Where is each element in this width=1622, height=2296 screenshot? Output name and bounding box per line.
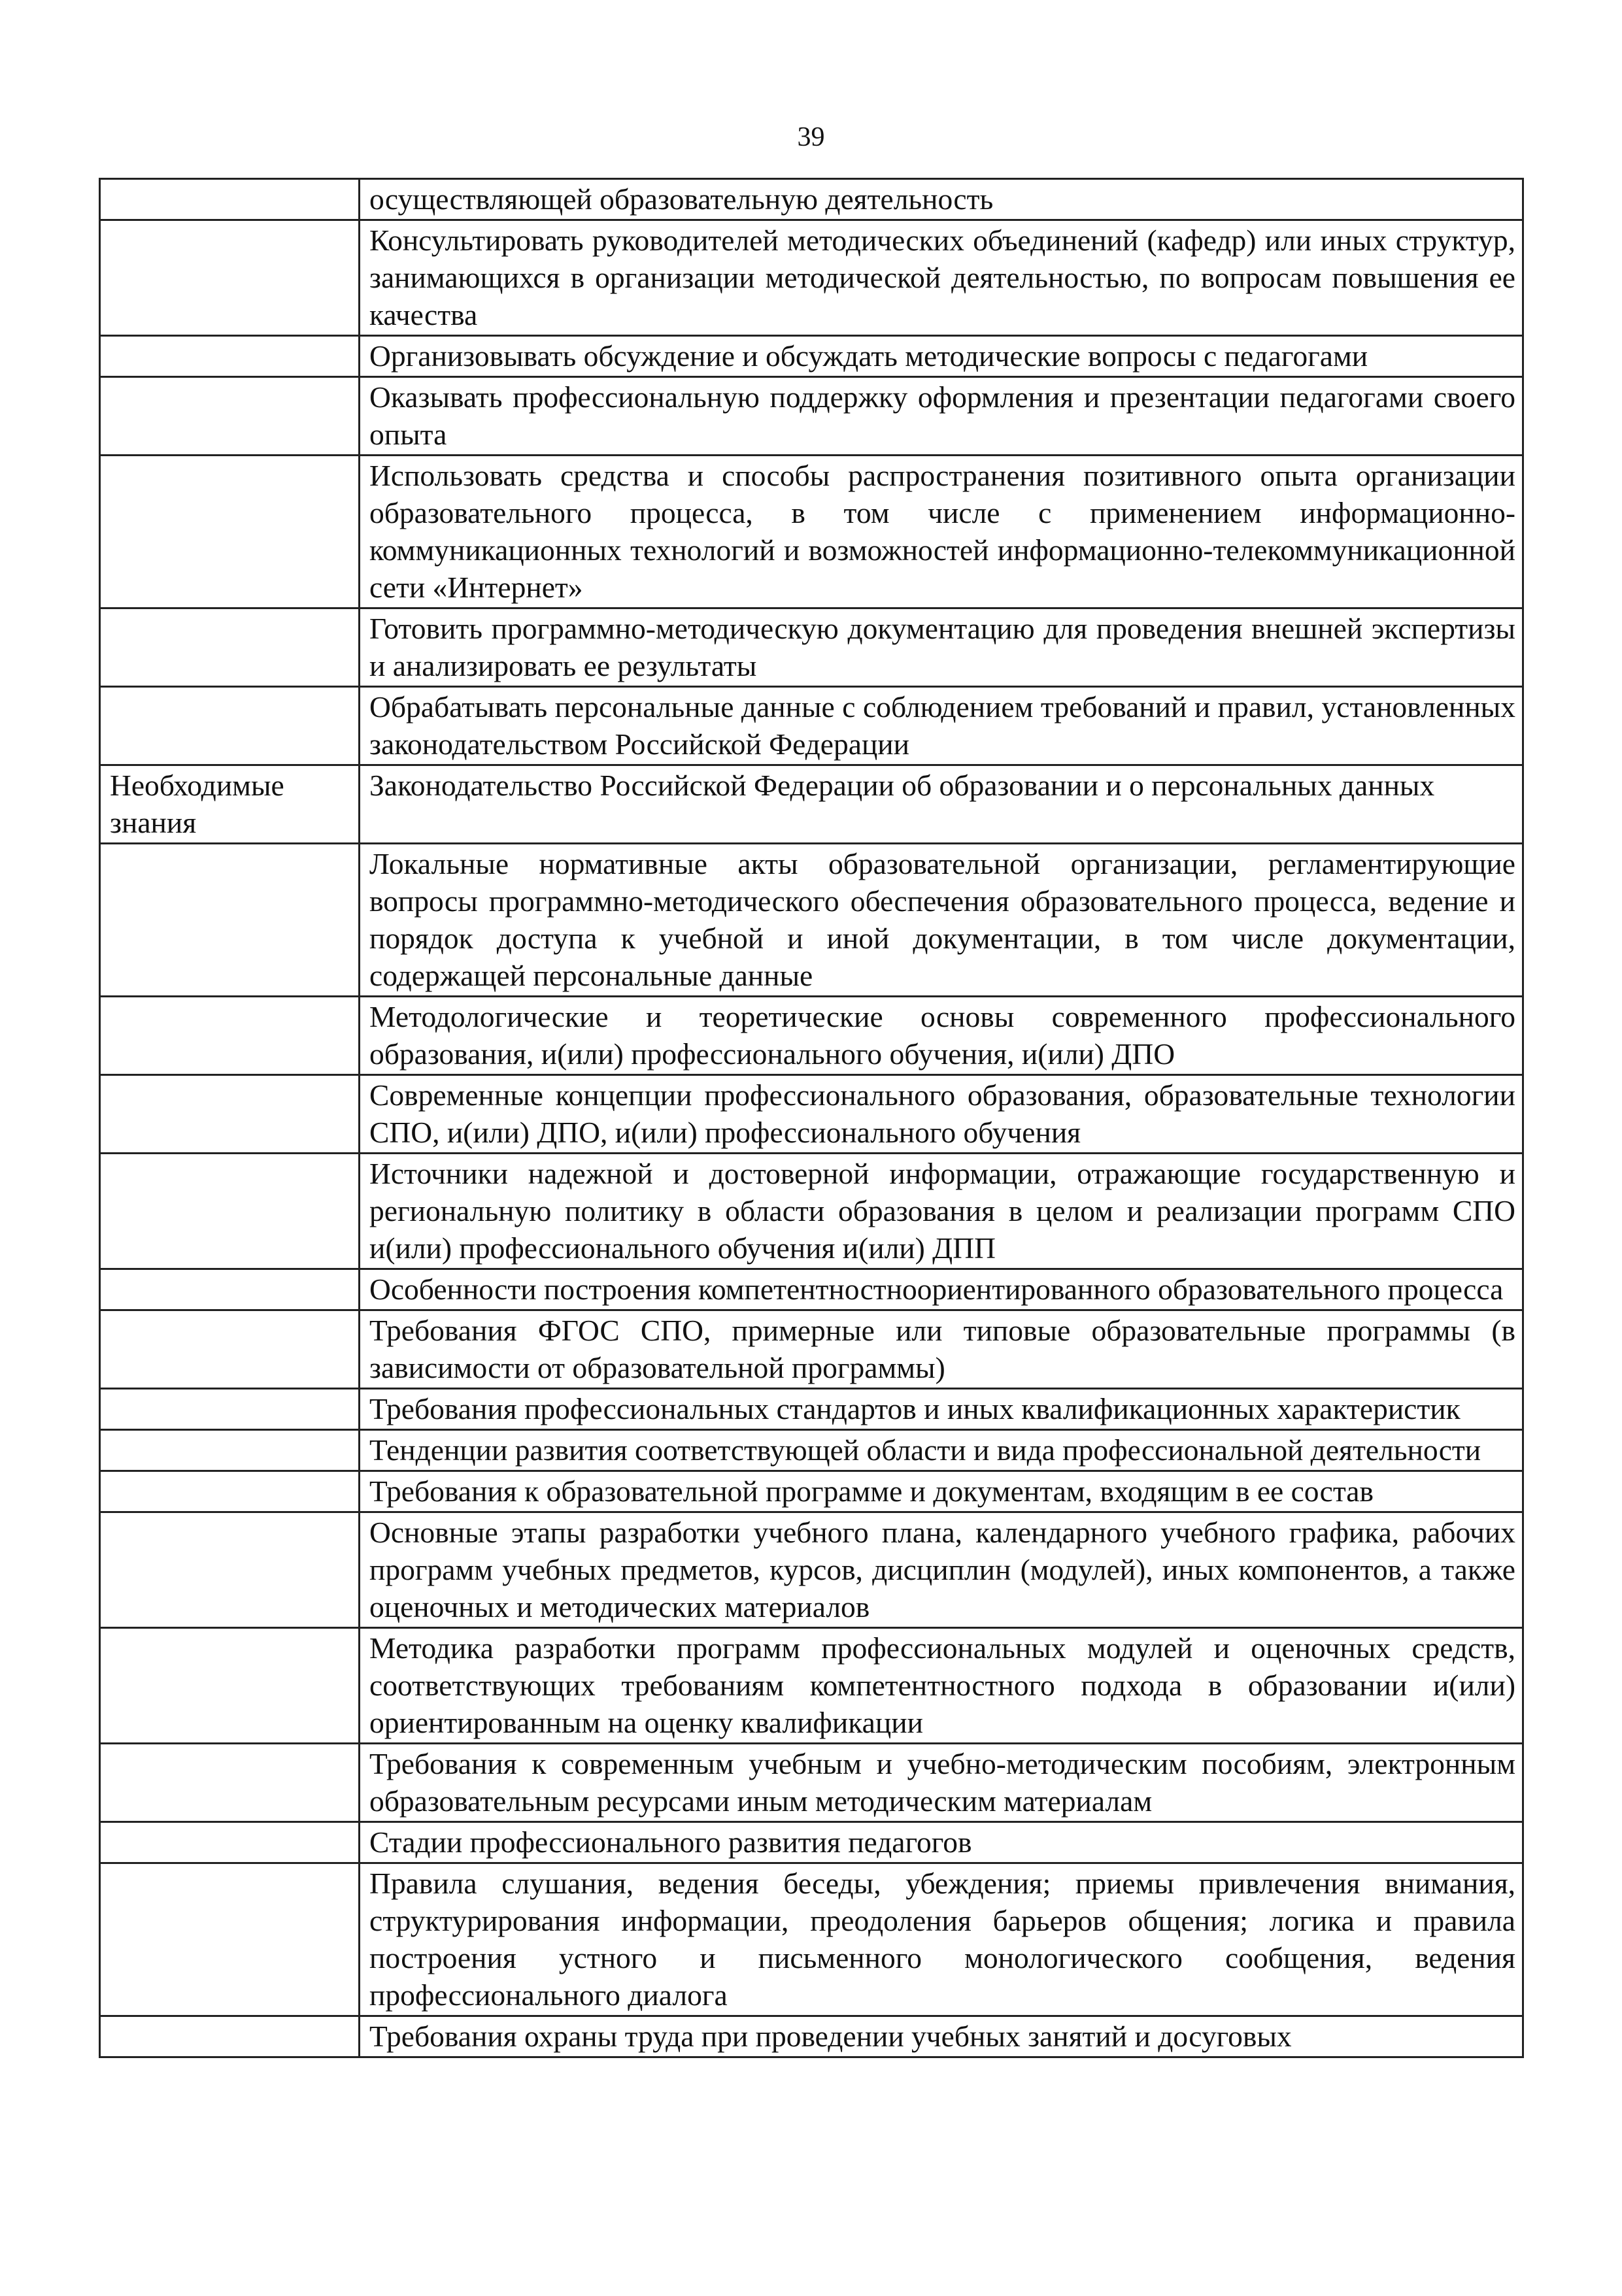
table-label-cell (100, 1310, 360, 1389)
table-row (100, 687, 1523, 765)
table-row (100, 179, 1523, 220)
table-row (100, 844, 1523, 997)
table-label-cell (100, 1154, 360, 1269)
table-text-cell: Готовить программно-методическую документацию для проведения внешней экспертизы и анализировать ее результаты (360, 608, 1523, 687)
table-label-cell (100, 179, 360, 220)
table-label-cell (100, 1628, 360, 1744)
table-text-cell: осуществляющей образовательную деятельность (360, 179, 1523, 220)
table-label-cell (100, 1863, 360, 2016)
table-row (100, 1471, 1523, 1512)
table-row (100, 1154, 1523, 1269)
table-text-cell: Основные этапы разработки учебного плана, календарного учебного графика, рабочих программ учебных предметов, курсов, дисциплин (модулей), иных компонентов, а также оценочных и методических материалов (360, 1512, 1523, 1628)
table-row (100, 1310, 1523, 1389)
table-text-cell: Стадии профессионального развития педагогов (360, 1822, 1523, 1863)
table-text-cell: Требования профессиональных стандартов и иных квалификационных характеристик (360, 1389, 1523, 1430)
table-label-cell (100, 687, 360, 765)
table-row (100, 1822, 1523, 1863)
table-text-cell: Методологические и теоретические основы современного профессионального образования, и(или) профессионального обучения, и(или) ДПО (360, 997, 1523, 1075)
table-row (100, 1512, 1523, 1628)
table-row (100, 608, 1523, 687)
table-text-cell: Обрабатывать персональные данные с соблюдением требований и правил, установленных законодательством Российской Федерации (360, 687, 1523, 765)
table-label-cell (100, 220, 360, 336)
table-row (100, 1389, 1523, 1430)
table-text-cell: Тенденции развития соответствующей области и вида профессиональной деятельности (360, 1430, 1523, 1471)
table-label-cell (100, 1822, 360, 1863)
table-text-cell: Современные концепции профессионального образования, образовательные технологии СПО, и(или) ДПО, и(или) профессионального обучения (360, 1075, 1523, 1154)
table-text-cell: Требования к образовательной программе и документам, входящим в ее состав (360, 1471, 1523, 1512)
table-label-cell (100, 1744, 360, 1822)
table-row (100, 1075, 1523, 1154)
table-row (100, 220, 1523, 336)
table-text-cell: Правила слушания, ведения беседы, убеждения; приемы привлечения внимания, структурирования информации, преодоления барьеров общения; логика и правила построения устного и письменного монологического сообщения, ведения профессионального диалога (360, 1863, 1523, 2016)
table-text-cell: Использовать средства и способы распространения позитивного опыта организации образовательного процесса, в том числе с применением информационно-коммуникационных технологий и возможностей информационно-телекоммуникационной сети «Интернет» (360, 456, 1523, 608)
table-row (100, 1430, 1523, 1471)
table-label-cell (100, 608, 360, 687)
table-row (100, 2016, 1523, 2057)
table-label-cell (100, 1471, 360, 1512)
table-text-cell: Требования охраны труда при проведении учебных занятий и досуговых (360, 2016, 1523, 2057)
table-text-cell: Особенности построения компетентностноориентированного образовательного процесса (360, 1269, 1523, 1310)
table-text-cell: Законодательство Российской Федерации об образовании и о персональных данных (360, 765, 1523, 844)
table-label-cell (100, 336, 360, 377)
table-row (100, 1628, 1523, 1744)
table-label-cell (100, 377, 360, 456)
section-label-knowledge: Необходимые знания (100, 765, 360, 844)
table-text-cell: Требования к современным учебным и учебно-методическим пособиям, электронным образовательным ресурсами иным методическим материалам (360, 1744, 1523, 1822)
table-text-cell: Консультировать руководителей методических объединений (кафедр) или иных структур, занимающихся в организации методической деятельностью, по вопросам повышения ее качества (360, 220, 1523, 336)
table-row (100, 456, 1523, 608)
table-label-cell (100, 1075, 360, 1154)
table-text-cell: Требования ФГОС СПО, примерные или типовые образовательные программы (в зависимости от образовательной программы) (360, 1310, 1523, 1389)
table-row (100, 1744, 1523, 1822)
table-row (100, 997, 1523, 1075)
requirements-table (99, 178, 1524, 2058)
table-label-cell (100, 1512, 360, 1628)
table-text-cell: Оказывать профессиональную поддержку оформления и презентации педагогами своего опыта (360, 377, 1523, 456)
table-row (100, 336, 1523, 377)
table-row (100, 1269, 1523, 1310)
table-text-cell: Организовывать обсуждение и обсуждать методические вопросы с педагогами (360, 336, 1523, 377)
table-row (100, 377, 1523, 456)
table-label-cell (100, 456, 360, 608)
page-number: 39 (797, 122, 825, 152)
table-row (100, 1863, 1523, 2016)
table-text-cell: Методика разработки программ профессиональных модулей и оценочных средств, соответствующих требованиям компетентностного подхода в образовании и(или) ориентированным на оценку квалификации (360, 1628, 1523, 1744)
table-text-cell: Локальные нормативные акты образовательной организации, регламентирующие вопросы программно-методического обеспечения образовательного процесса, ведение и порядок доступа к учебной и иной документации, в том числе документации, содержащей персональные данные (360, 844, 1523, 997)
table-label-cell (100, 844, 360, 997)
table-label-cell (100, 997, 360, 1075)
table-row (100, 765, 1523, 844)
table-label-cell (100, 2016, 360, 2057)
table-label-cell (100, 1430, 360, 1471)
table-label-cell (100, 1269, 360, 1310)
table-text-cell: Источники надежной и достоверной информации, отражающие государственную и региональную политику в области образования в целом и реализации программ СПО и(или) профессионального обучения и(или) ДПП (360, 1154, 1523, 1269)
table-label-cell (100, 1389, 360, 1430)
